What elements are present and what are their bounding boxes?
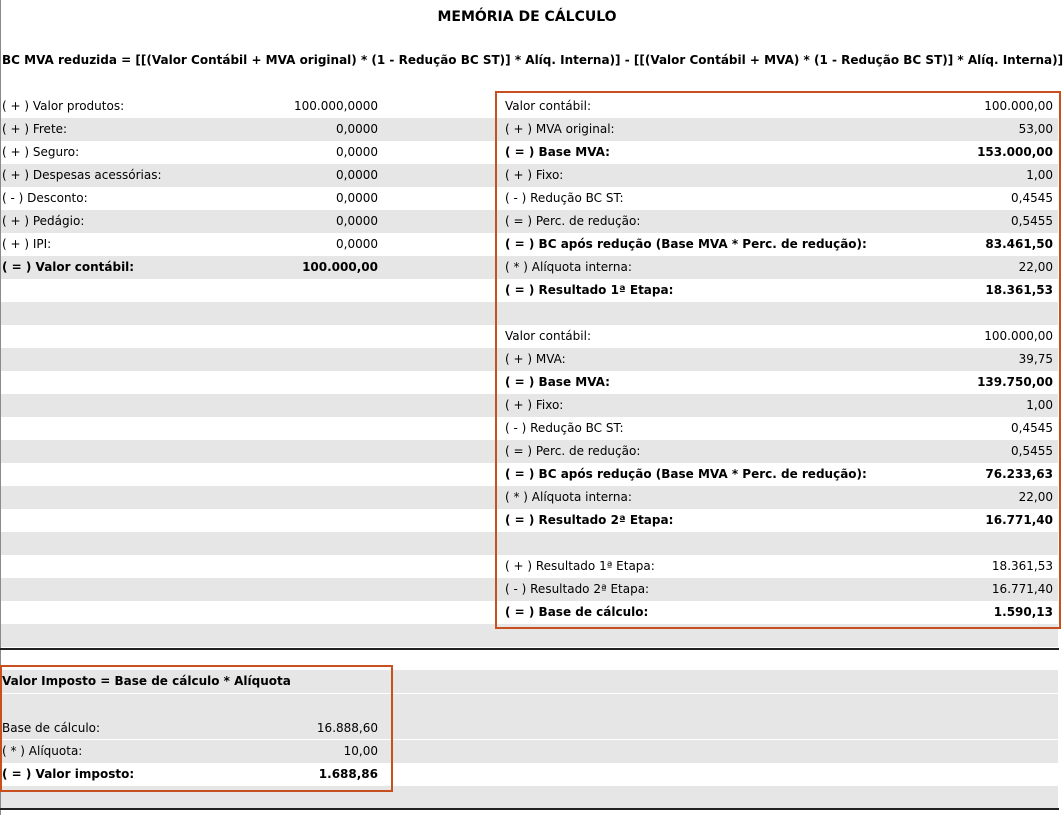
list-item: ( + ) Despesas acessórias: 0,0000: [2, 168, 378, 182]
list-item: ( = ) BC após redução (Base MVA * Perc. de redução): 83.461,50: [505, 237, 1053, 251]
list-item: ( - ) Resultado 2ª Etapa: 16.771,40: [505, 582, 1053, 596]
list-item: ( + ) Valor produtos: 100.000,0000: [2, 99, 378, 113]
highlight-box-calculation: [495, 91, 1061, 629]
divider-bottom: [0, 808, 1059, 810]
list-item: ( + ) MVA original: 53,00: [505, 122, 1053, 136]
total-row: ( = ) Valor contábil: 100.000,00: [2, 260, 378, 274]
total-row: ( = ) Base de cálculo: 1.590,13: [505, 605, 1053, 619]
list-item: ( = ) Base MVA: 153.000,00: [505, 145, 1053, 159]
total-row: ( = ) Resultado 1ª Etapa: 18.361,53: [505, 283, 1053, 297]
list-item: ( + ) Pedágio: 0,0000: [2, 214, 378, 228]
list-item: ( = ) Perc. de redução: 0,5455: [505, 444, 1053, 458]
list-item: ( * ) Alíquota interna: 22,00: [505, 490, 1053, 504]
list-item: ( * ) Alíquota interna: 22,00: [505, 260, 1053, 274]
list-item: ( + ) Fixo: 1,00: [505, 168, 1053, 182]
formula-text: BC MVA reduzida = [[(Valor Contábil + MVA original) * (1 - Redução BC ST)] * Alíq. Interna)] - [[(Valor Contábil + MVA) * (1 - Redução BC ST)] * Alíq. Interna)]: [2, 53, 1064, 67]
list-item: ( + ) Seguro: 0,0000: [2, 145, 378, 159]
list-item: ( - ) Desconto: 0,0000: [2, 191, 378, 205]
list-item: ( + ) IPI: 0,0000: [2, 237, 378, 251]
list-item: ( - ) Redução BC ST: 0,4545: [505, 191, 1053, 205]
page-title: MEMÓRIA DE CÁLCULO: [437, 9, 617, 25]
divider: [0, 648, 1059, 650]
list-item: ( + ) MVA: 39,75: [505, 352, 1053, 366]
left-column: [2, 95, 378, 279]
list-item: ( = ) Base MVA: 139.750,00: [505, 375, 1053, 389]
list-item: ( + ) Fixo: 1,00: [505, 398, 1053, 412]
list-item: ( * ) Alíquota: 10,00: [2, 744, 378, 758]
list-item: ( = ) BC após redução (Base MVA * Perc. de redução): 76.233,63: [505, 467, 1053, 481]
list-item: ( = ) Perc. de redução: 0,5455: [505, 214, 1053, 228]
list-item: ( + ) Frete: 0,0000: [2, 122, 378, 136]
imposto-formula: Valor Imposto = Base de cálculo * Alíquota: [2, 674, 291, 688]
list-item: ( - ) Redução BC ST: 0,4545: [505, 421, 1053, 435]
total-row: ( = ) Valor imposto: 1.688,86: [2, 767, 378, 781]
list-item: Valor contábil: 100.000,00: [505, 99, 1053, 113]
list-item: Base de cálculo: 16.888,60: [2, 721, 378, 735]
list-item: ( + ) Resultado 1ª Etapa: 18.361,53: [505, 559, 1053, 573]
highlight-box-imposto: [0, 665, 393, 792]
total-row: ( = ) Resultado 2ª Etapa: 16.771,40: [505, 513, 1053, 527]
list-item: Valor contábil: 100.000,00: [505, 329, 1053, 343]
